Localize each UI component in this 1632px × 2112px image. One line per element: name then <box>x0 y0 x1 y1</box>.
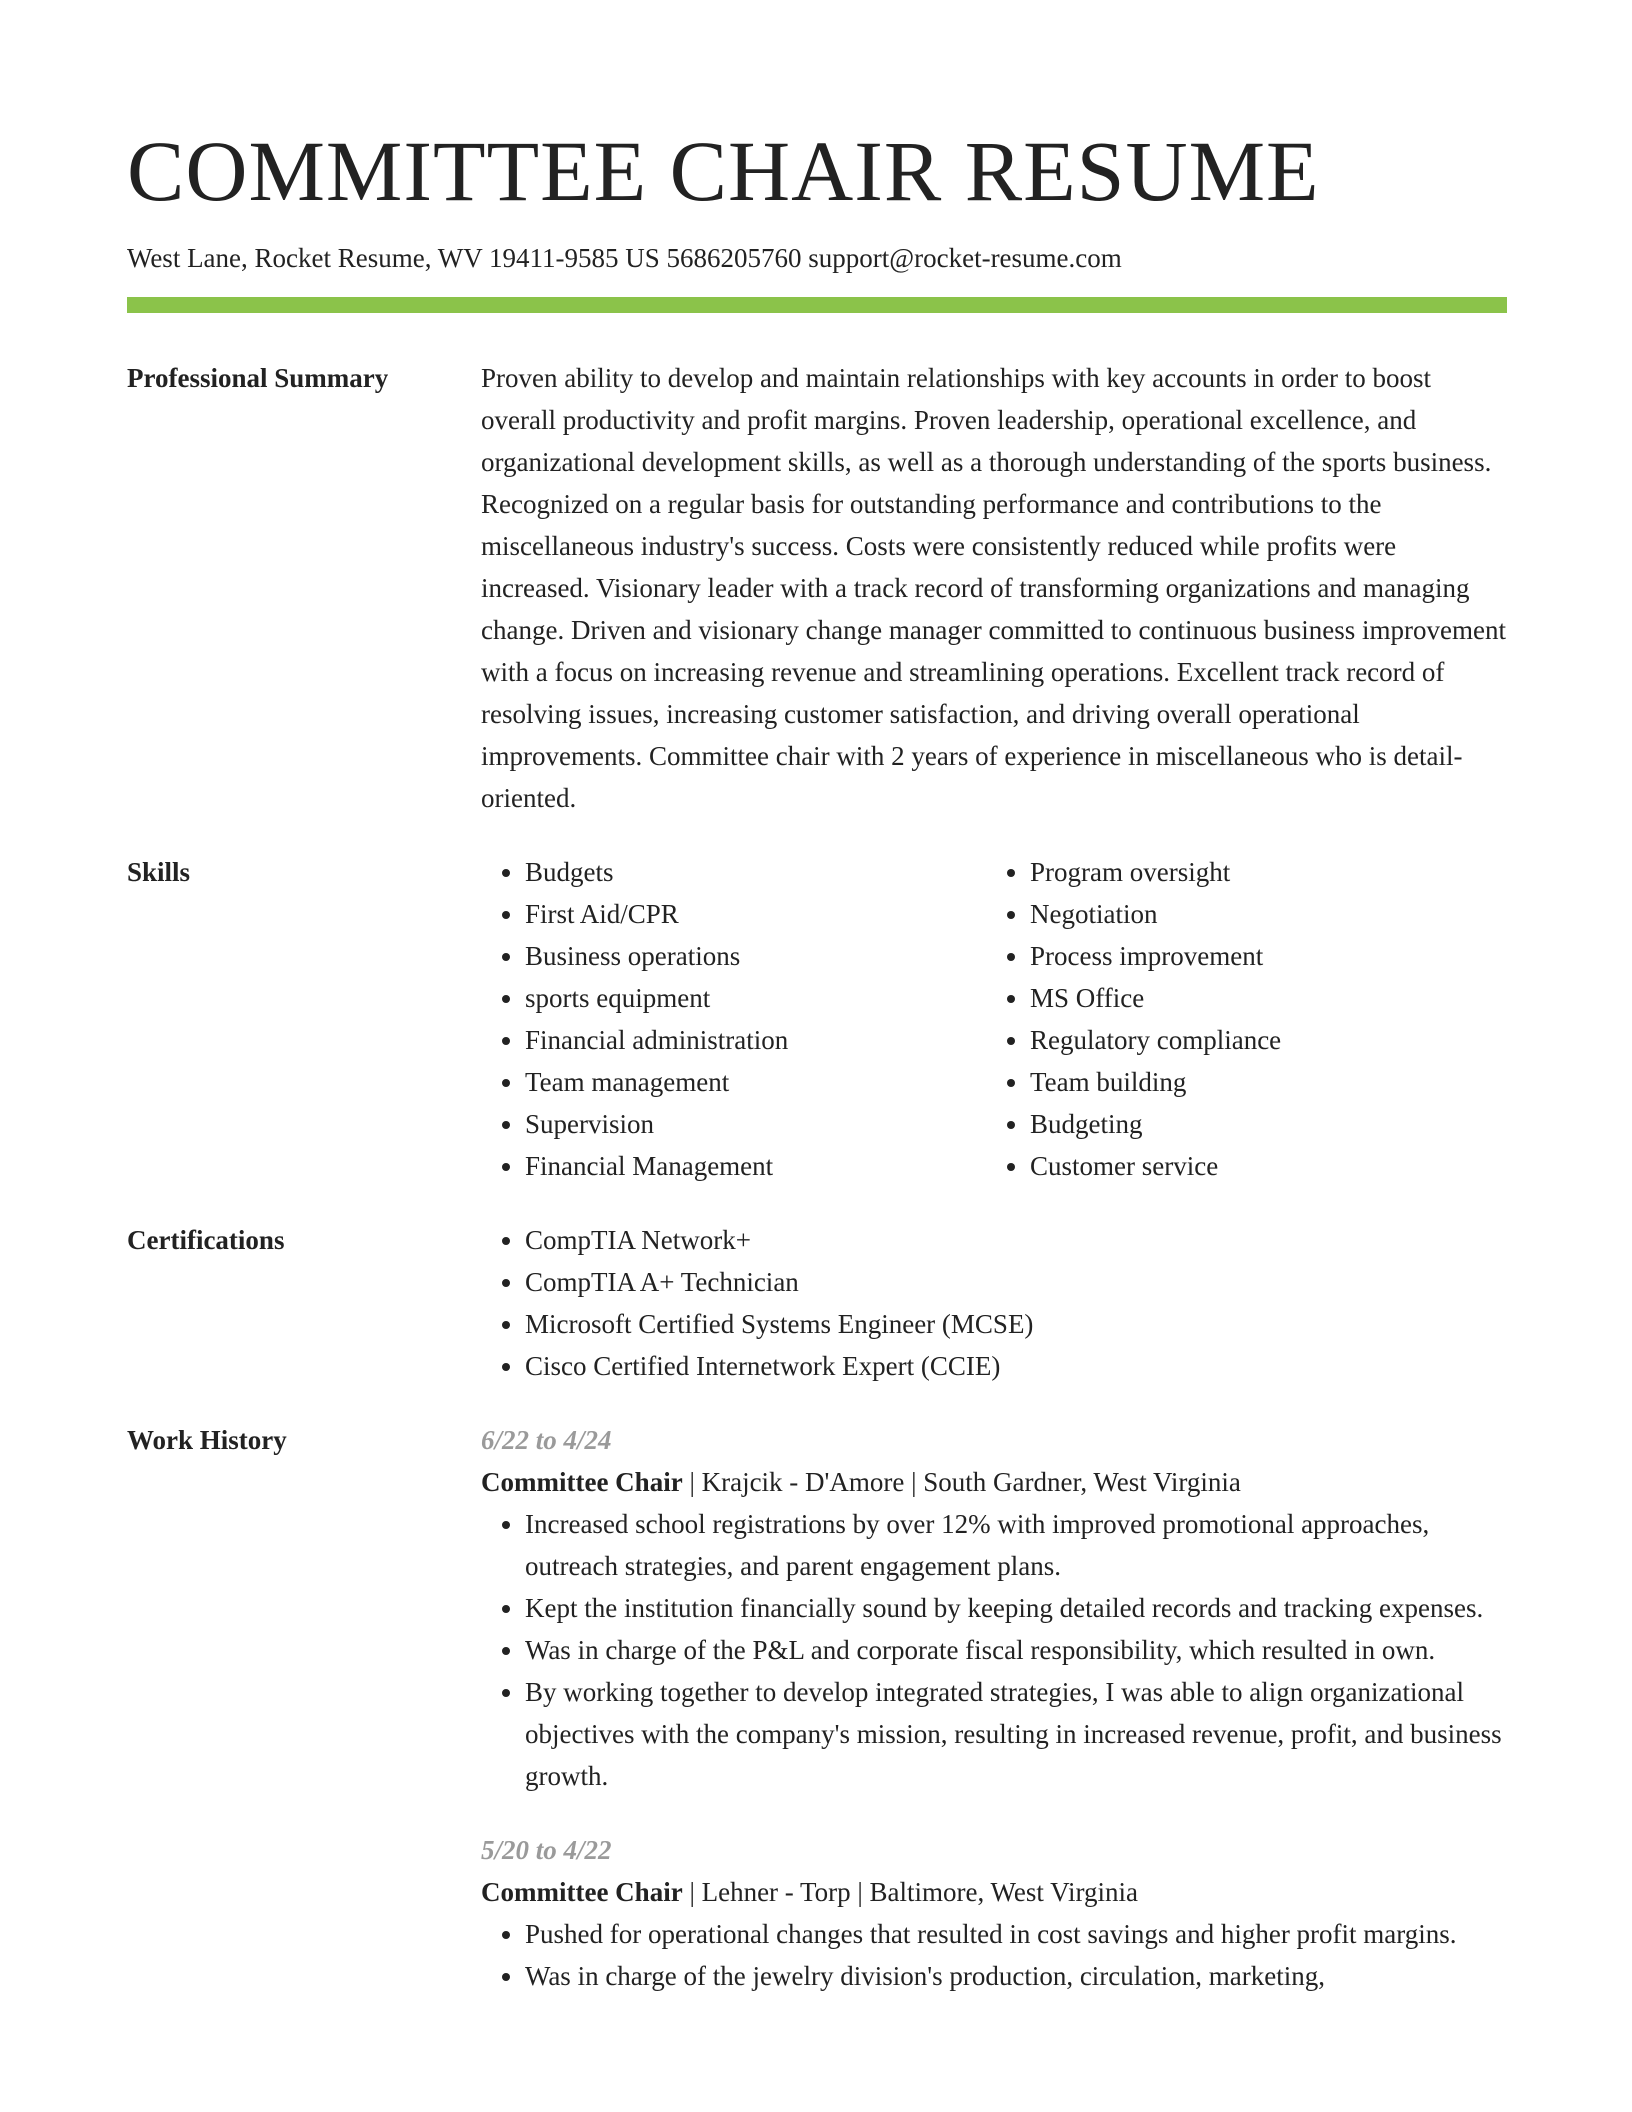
skill-item: • Regulatory compliance <box>1030 1019 1491 1061</box>
certifications-section <box>127 1219 1507 1387</box>
job-entry <box>481 1419 1507 1797</box>
skill-item: • Financial administration <box>525 1019 986 1061</box>
certifications-list <box>481 1219 1507 1387</box>
resume-title: COMMITTEE CHAIR RESUME <box>127 123 1320 219</box>
responsibility-item: • Increased school registrations by over 12% with improved promotional approaches, outreach strategies, and parent engagement plans. <box>525 1503 1507 1587</box>
resume-page <box>127 118 1507 1997</box>
skill-item: • Budgets <box>525 851 986 893</box>
skill-item: • Team building <box>1030 1061 1491 1103</box>
job-employer-location: | Lehner - Torp | Baltimore, West Virginia <box>682 1877 1138 1907</box>
job-heading <box>481 1461 1507 1503</box>
job-heading <box>481 1871 1507 1913</box>
responsibility-item: • Was in charge of the jewelry division's production, circulation, marketing, <box>525 1955 1507 1997</box>
job-responsibilities <box>481 1503 1507 1797</box>
skill-item: • Supervision <box>525 1103 986 1145</box>
job-title: Committee Chair <box>481 1467 683 1497</box>
skill-item: • Financial Management <box>525 1145 986 1187</box>
job-responsibilities <box>481 1913 1507 1997</box>
contact-line: West Lane, Rocket Resume, WV 19411-9585 US 5686205760 support@rocket-resume.com <box>127 243 1122 273</box>
summary-text: Proven ability to develop and maintain relationships with key accounts in order to boost overall productivity and profit margins. Proven leadership, operational excellence, and organizational development skills, as well as a thorough understanding of the sports business. Recognized on a regular basis for outstanding performance and contributions to the miscellaneous industry's success. Costs were consistently reduced while profits were increased. Visionary leader with a track record of transforming organizations and managing change. Driven and visionary change manager committed to continuous business improvement with a focus on increasing revenue and streamlining operations. Excellent track record of resolving issues, increasing customer satisfaction, and driving overall operational improvements. Committee chair with 2 years of experience in miscellaneous who is detail-oriented. <box>481 363 1506 813</box>
certification-item: • CompTIA A+ Technician <box>525 1261 1507 1303</box>
job-employer-location: | Krajcik - D'Amore | South Gardner, West Virginia <box>682 1467 1241 1497</box>
certification-item: • Cisco Certified Internetwork Expert (CCIE) <box>525 1345 1507 1387</box>
certification-item: • CompTIA Network+ <box>525 1219 1507 1261</box>
skill-item: • First Aid/CPR <box>525 893 986 935</box>
skill-item: • Customer service <box>1030 1145 1491 1187</box>
section-heading-skills: Skills <box>127 857 191 887</box>
section-heading-summary: Professional Summary <box>127 363 389 393</box>
job-entry <box>481 1829 1507 1997</box>
job-dates: 5/20 to 4/22 <box>481 1835 612 1865</box>
responsibility-item: • Kept the institution financially sound by keeping detailed records and tracking expenses. <box>525 1587 1507 1629</box>
responsibility-item: • Was in charge of the P&L and corporate fiscal responsibility, which resulted in own. <box>525 1629 1507 1671</box>
section-heading-certifications: Certifications <box>127 1225 285 1255</box>
header-divider <box>127 297 1507 313</box>
professional-summary-section <box>127 357 1507 819</box>
skills-list-left <box>481 851 986 1187</box>
work-history-section <box>127 1419 1507 1997</box>
responsibility-item: • By working together to develop integrated strategies, I was able to align organizational objectives with the company's mission, resulting in increased revenue, profit, and business growth. <box>525 1671 1507 1797</box>
skill-item: • Budgeting <box>1030 1103 1491 1145</box>
skill-item: • sports equipment <box>525 977 986 1019</box>
certification-item: • Microsoft Certified Systems Engineer (MCSE) <box>525 1303 1507 1345</box>
job-title: Committee Chair <box>481 1877 683 1907</box>
skill-item: • Program oversight <box>1030 851 1491 893</box>
skill-item: • Process improvement <box>1030 935 1491 977</box>
job-dates: 6/22 to 4/24 <box>481 1425 612 1455</box>
skills-list-right <box>986 851 1491 1187</box>
responsibility-item: • Pushed for operational changes that resulted in cost savings and higher profit margins. <box>525 1913 1507 1955</box>
section-heading-work-history: Work History <box>127 1425 287 1455</box>
skill-item: • Negotiation <box>1030 893 1491 935</box>
skill-item: • MS Office <box>1030 977 1491 1019</box>
skill-item: • Business operations <box>525 935 986 977</box>
skill-item: • Team management <box>525 1061 986 1103</box>
skills-section <box>127 851 1507 1187</box>
